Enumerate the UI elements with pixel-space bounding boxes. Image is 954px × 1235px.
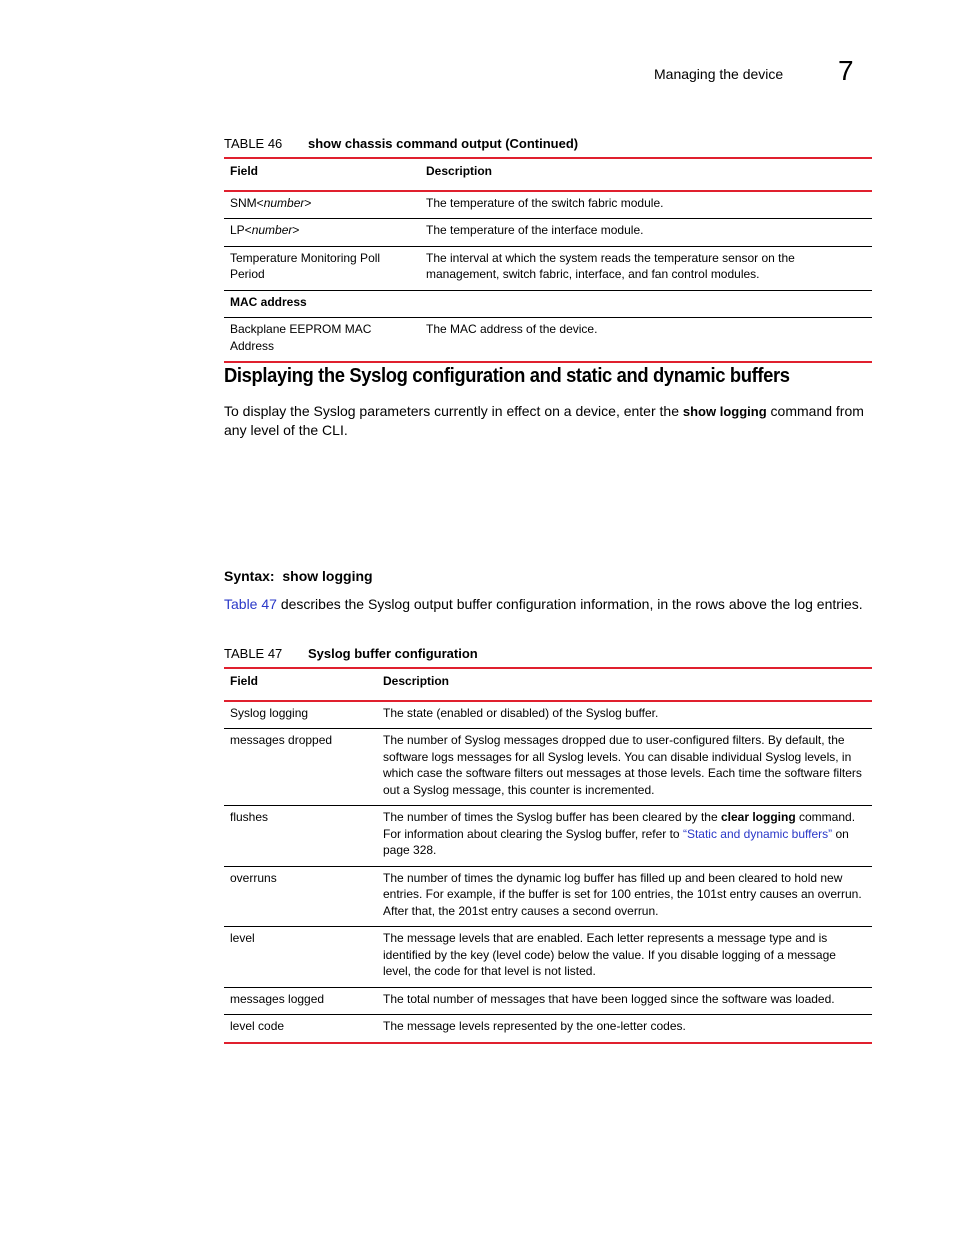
table-group-row	[224, 290, 872, 318]
table47-col-description: Description	[383, 674, 450, 688]
table47-col-field: Field	[230, 674, 259, 688]
table47	[224, 667, 872, 1044]
description-cell: The temperature of the interface module.	[420, 219, 872, 247]
description-cell: The number of times the dynamic log buffer has filled up and been cleared to hold new entries. For example, if the buffer is set for 100 entries, the 101st entry causes an overrun. After that, the 201st entry causes a second overrun.	[377, 866, 872, 927]
description-cell: The MAC address of the device.	[420, 318, 872, 363]
field-cell: Backplane EEPROM MAC Address	[224, 318, 420, 363]
table-row	[224, 191, 872, 219]
field-cell: overruns	[224, 866, 377, 927]
section-heading: Displaying the Syslog configuration and static and dynamic buffers	[224, 365, 790, 387]
table-row	[224, 318, 872, 363]
table46-col-description: Description	[426, 164, 493, 178]
table46-title-command: show chassis	[308, 136, 393, 151]
chapter-number: 7	[838, 55, 854, 86]
table-row	[224, 729, 872, 806]
description-cell: The state (enabled or disabled) of the Syslog buffer.	[377, 701, 872, 729]
table-row	[224, 246, 872, 290]
table47-number: TABLE 47	[224, 646, 283, 661]
intro-paragraph: To display the Syslog parameters currently in effect on a device, enter the show logging command from any level of the CLI.	[224, 403, 864, 438]
field-cell: messages logged	[224, 987, 377, 1015]
table-row	[224, 701, 872, 729]
table-row	[224, 806, 872, 867]
field-cell: flushes	[224, 806, 377, 867]
table47-link[interactable]: Table 47	[224, 596, 277, 612]
group-label-cell: MAC address	[224, 290, 872, 318]
description-cell: The temperature of the switch fabric module.	[420, 191, 872, 219]
table-row	[224, 866, 872, 927]
description-cell: The interval at which the system reads the temperature sensor on the management, switch fabric, interface, and fan control modules.	[420, 246, 872, 290]
field-cell: messages dropped	[224, 729, 377, 806]
reference-paragraph: Table 47 describes the Syslog output buffer configuration information, in the rows above the log entries.	[224, 596, 863, 612]
table46	[224, 157, 872, 363]
running-header-section-title: Managing the device	[654, 66, 784, 82]
description-cell: The number of Syslog messages dropped due to user-configured filters. By default, the software logs messages for all Syslog levels. You can disable individual Syslog levels, in which case the software filters out messages at those levels. Each time the software filters out a Syslog message, this counter is incremented.	[377, 729, 872, 806]
table46-header-row	[224, 158, 872, 191]
field-cell: Syslog logging	[224, 701, 377, 729]
table-row	[224, 1015, 872, 1043]
description-cell: The message levels that are enabled. Each letter represents a message type and is identified by the key (level code) below the value. If you disable logging of a message level, the code for that level is not listed.	[377, 927, 872, 988]
syntax-line: Syntax: show logging	[224, 568, 373, 584]
table46-caption	[224, 136, 578, 151]
table46-title-rest: command output (Continued)	[392, 136, 579, 151]
static-dynamic-buffers-link[interactable]: “Static and dynamic buffers”	[682, 826, 833, 841]
table47-title: Syslog buffer configuration	[308, 646, 478, 661]
field-cell: level	[224, 927, 377, 988]
table-row	[224, 927, 872, 988]
syntax-command: show logging	[282, 568, 373, 584]
field-cell: SNM<number>	[224, 191, 420, 219]
table46-col-field: Field	[230, 164, 259, 178]
description-cell: The number of times the Syslog buffer has been cleared by the clear logging command. For information about clearing the Syslog buffer, refer to “Static and dynamic buffers” on page 328.	[377, 806, 872, 867]
inline-command: show logging	[682, 404, 767, 419]
table46-number: TABLE 46	[224, 136, 283, 151]
description-cell: The total number of messages that have been logged since the software was loaded.	[377, 987, 872, 1015]
table-row	[224, 219, 872, 247]
table-row	[224, 987, 872, 1015]
field-cell: level code	[224, 1015, 377, 1043]
field-cell: LP<number>	[224, 219, 420, 247]
table47-caption	[224, 646, 478, 661]
inline-command: clear logging	[720, 810, 796, 824]
field-cell: Temperature Monitoring Poll Period	[224, 246, 420, 290]
table47-header-row	[224, 668, 872, 701]
description-cell: The message levels represented by the one-letter codes.	[377, 1015, 872, 1043]
